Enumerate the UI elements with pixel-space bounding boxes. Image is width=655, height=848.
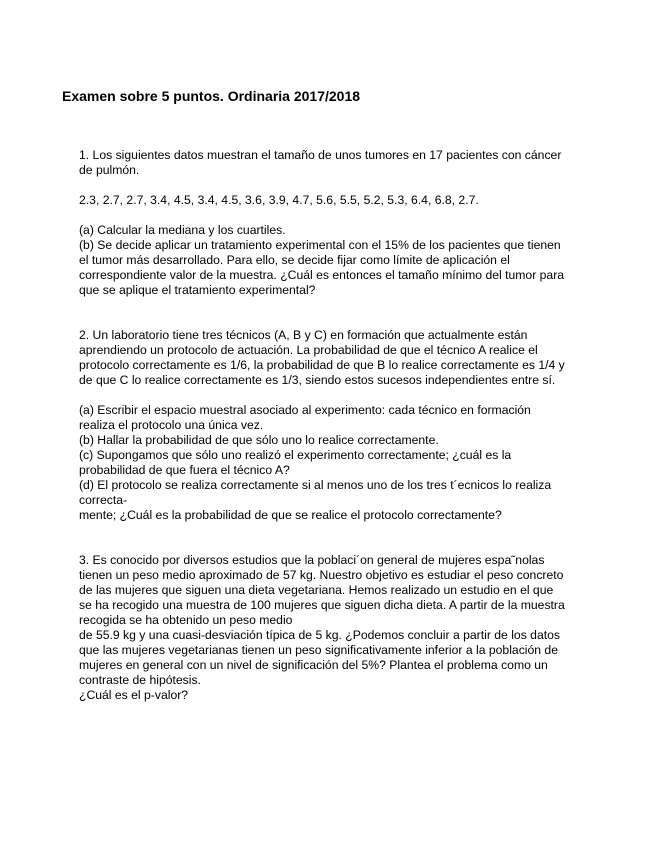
question-1-part-b-line: que se aplique el tratamiento experimental?	[79, 283, 316, 297]
question-1-part-b-line: el tumor más desarrollado. Para ello, se decide fijar como límite de aplicación el	[79, 253, 510, 267]
question-2-intro-line: aprendiendo un protocolo de actuación. La probabilidad de que el técnico A realice el	[79, 343, 538, 357]
question-3-line: mujeres en general con un nivel de significación del 5%? Plantea el problema como un	[79, 658, 548, 672]
exam-content	[79, 148, 599, 703]
question-2-part-c: (c) Supongamos que sólo uno realizó el experimento correctamente; ¿cuál es la	[79, 448, 512, 462]
question-1-part-b: (b) Se decide aplicar un tratamiento experimental con el 15% de los pacientes que tienen	[79, 238, 561, 252]
question-3-line: tienen un peso medio aproximado de 57 kg. Nuestro objetivo es estudiar el peso concreto	[79, 568, 564, 582]
question-3-line: ¿Cuál es el p-valor?	[79, 688, 189, 702]
question-2-intro-line: 2. Un laboratorio tiene tres técnicos (A, B y C) en formación que actualmente están	[79, 328, 528, 342]
question-2	[79, 328, 599, 523]
question-2-part-d: (d) El protocolo se realiza correctamente si al menos uno de los tres t´ecnicos lo realiza	[79, 478, 552, 492]
question-1-part-b-line: correspondiente valor de la muestra. ¿Cuál es entonces el tamaño mínimo del tumor para	[79, 268, 565, 282]
question-3-line: de las mujeres que siguen una dieta vegetariana. Hemos realizado un estudio en el que	[79, 583, 554, 597]
question-3-line: se ha recogido una muestra de 100 mujeres que siguen dicha dieta. A partir de la muestra	[79, 598, 565, 612]
exam-title: Examen sobre 5 puntos. Ordinaria 2017/2018	[62, 88, 361, 104]
question-2-part-d-line: correcta-	[79, 493, 128, 507]
question-2-part-d-line: mente; ¿Cuál es la probabilidad de que se realice el protocolo correctamente?	[79, 508, 502, 522]
question-2-part-a: (a) Escribir el espacio muestral asociado al experimento: cada técnico en formación	[79, 403, 531, 417]
question-2-part-a-line: realiza el protocolo una única vez.	[79, 418, 264, 432]
question-3-line: contraste de hipótesis.	[79, 673, 201, 687]
question-2-intro-line: de que C lo realice correctamente es 1/3, siendo estos sucesos independientes entre sí.	[79, 373, 556, 387]
question-1	[79, 148, 599, 298]
question-1-intro-line: 1. Los siguientes datos muestran el tamaño de unos tumores en 17 pacientes con cáncer	[79, 148, 562, 162]
question-3-line: 3. Es conocido por diversos estudios que la poblaci´on general de mujeres espa˜nolas	[79, 553, 545, 567]
question-1-intro-line: de pulmón.	[79, 163, 140, 177]
question-3-line: recogida se ha obtenido un peso medio	[79, 613, 293, 627]
question-3	[79, 553, 599, 703]
question-2-part-c-line: probabilidad de que fuera el técnico A?	[79, 463, 290, 477]
question-1-part-a: (a) Calcular la mediana y los cuartiles.	[79, 223, 286, 237]
question-1-data: 2.3, 2.7, 2.7, 3.4, 4.5, 3.4, 4.5, 3.6, 3.9, 4.7, 5.6, 5.5, 5.2, 5.3, 6.4, 6.8, 2.7.	[79, 193, 479, 207]
question-2-intro-line: protocolo correctamente es 1/6, la probabilidad de que B lo realice correctamente es 1/4 y	[79, 358, 565, 372]
question-2-part-b: (b) Hallar la probabilidad de que sólo uno lo realice correctamente.	[79, 433, 439, 447]
question-3-line: que las mujeres vegetarianas tienen un peso significativamente inferior a la población de	[79, 643, 558, 657]
question-3-line: de 55.9 kg y una cuasi-desviación típica de 5 kg. ¿Podemos concluir a partir de los datos	[79, 628, 560, 642]
